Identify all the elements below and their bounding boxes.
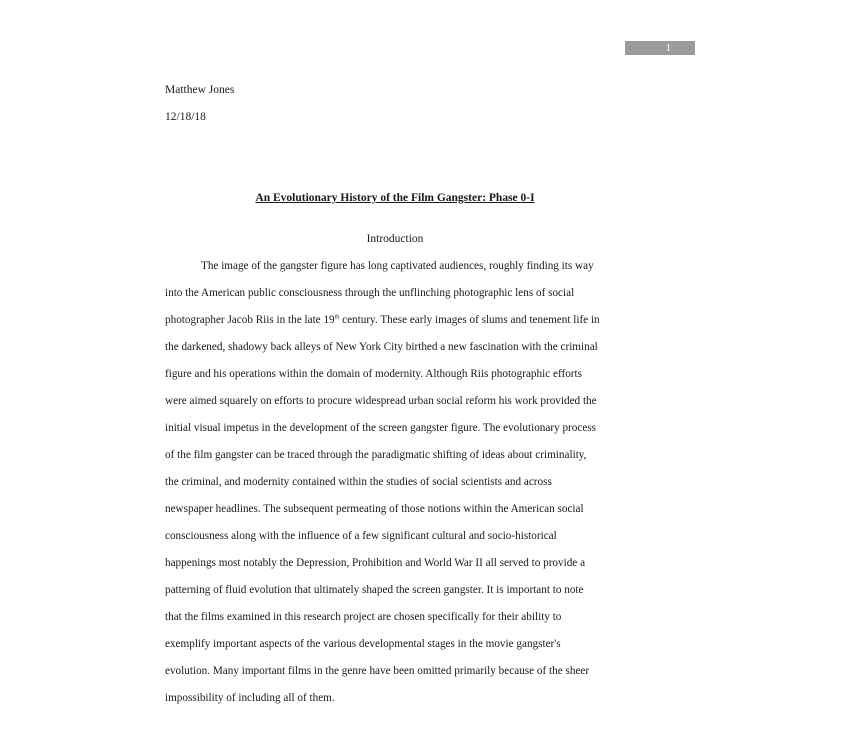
page-number: 1 [625, 41, 695, 55]
body-line: that the films examined in this research project are chosen specifically for their ability to [165, 611, 562, 623]
body-line: patterning of fluid evolution that ultimately shaped the screen gangster. It is important to note [165, 584, 584, 596]
body-line: evolution. Many important films in the genre have been omitted primarily because of the sheer [165, 665, 590, 677]
body-line: The image of the gangster figure has long captivated audiences, roughly finding its way [201, 260, 594, 272]
superscript: th [334, 314, 340, 321]
body-line: of the film gangster can be traced through the paradigmatic shifting of ideas about criminality, [165, 449, 587, 461]
body-line: were aimed squarely on efforts to procure widespread urban social reform his work provided the [165, 395, 597, 407]
body-line: impossibility of including all of them. [165, 692, 335, 704]
body-line: initial visual impetus in the development of the screen gangster figure. The evolutionary process [165, 422, 597, 434]
section-heading: Introduction [366, 233, 424, 245]
body-line: exemplify important aspects of the various developmental stages in the movie gangster's [165, 638, 561, 650]
body-line: figure and his operations within the domain of modernity. Although Riis photographic efforts [165, 368, 582, 380]
body-line: consciousness along with the influence of a few significant cultural and socio-historical [165, 530, 557, 542]
body-line [165, 313, 600, 327]
document-title: An Evolutionary History of the Film Gangster: Phase 0-I [255, 192, 535, 204]
author-name: Matthew Jones [165, 84, 235, 96]
body-line: happenings most notably the Depression, Prohibition and World War II all served to provide a [165, 557, 586, 569]
document-date: 12/18/18 [165, 111, 206, 123]
body-line: the darkened, shadowy back alleys of New York City birthed a new fascination with the criminal [165, 341, 598, 353]
body-text: photographer Jacob Riis in the late 19 [165, 314, 335, 326]
body-line: into the American public consciousness through the unflinching photographic lens of social [165, 287, 575, 299]
body-line: the criminal, and modernity contained within the studies of social scientists and across [165, 476, 552, 488]
body-text: century. These early images of slums and tenement life in [339, 314, 600, 326]
body-line: newspaper headlines. The subsequent permeating of those notions within the American social [165, 503, 584, 515]
